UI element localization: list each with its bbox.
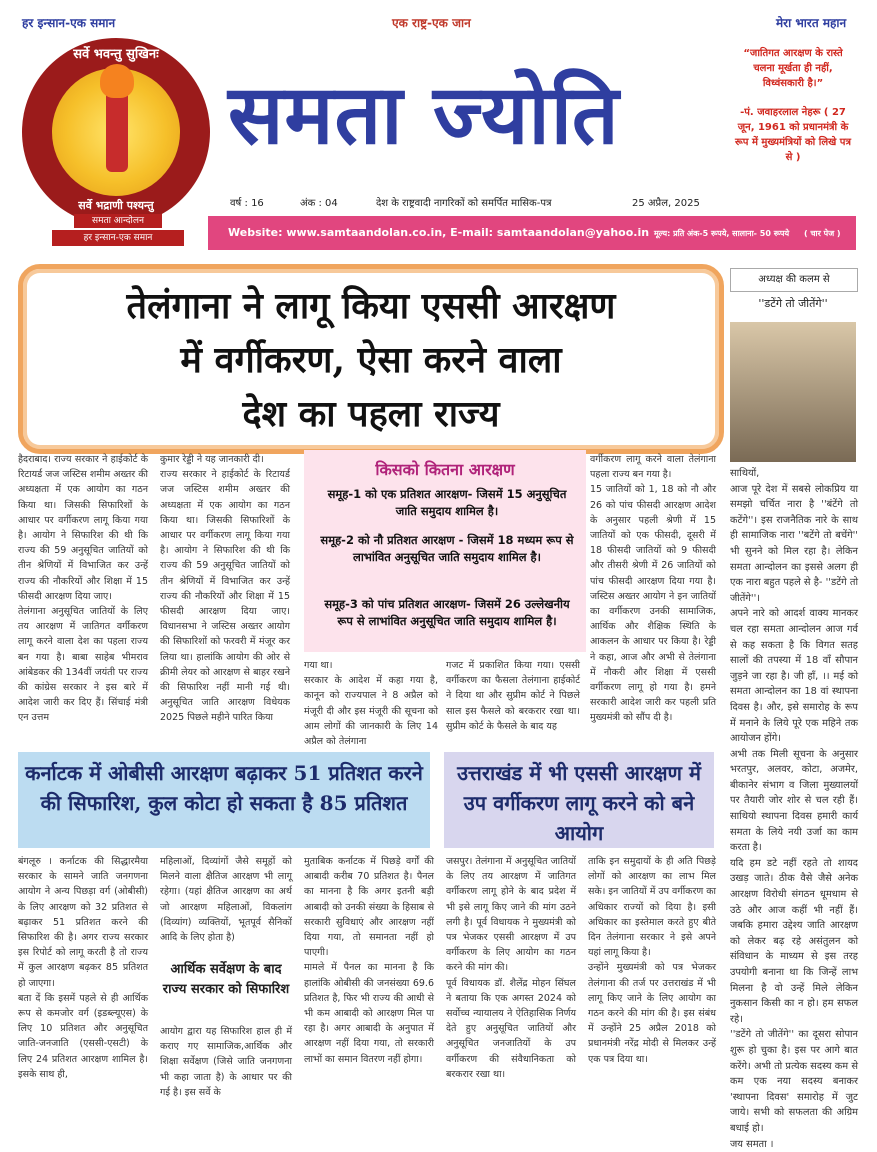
tagline: देश के राष्ट्रवादी नागरिकों को समर्पित मासिक-पत्र [376,198,552,209]
pages-label: ( चार पेज ) [804,229,841,238]
editor-column-title: अध्यक्ष की कलम से [730,268,858,292]
main-headline-box [18,264,724,454]
volume-label: वर्ष : 16 [230,198,264,209]
karnataka-subhead: आर्थिक सर्वेक्षण के बाद राज्य सरकार को सिफारिश [162,962,290,997]
uttarakhand-col1: जसपुर। तेलंगाना में अनुसूचित जातियों के लिए तय आरक्षण में जातिगत वर्गीकरण लागू होने के बाद प्रदेश में भी इसे लागू किए जाने की मांग उठने लगी है। पूर्व विधायक ने मुख्यमंत्री को पत्र भेजकर एससी आरक्षण में उप वर्गीकरण के लिए आयोग का गठन करने की मांग की। पूर्व विधायक डॉ. शैलेंद्र मोहन सिंघल ने बताया कि एक अगस्त 2024 को सर्वोच्च न्यायालय ने ऐतिहासिक निर्णय देते हुए अनुसूचित जातियों और अनुसूचित जनजातियों के उप वर्गीकरण की संवैधानिकता को बरकरार रखा था। [446,856,576,1080]
karnataka-col2b: आयोग द्वारा यह सिफारिश हाल ही में कराए गए सामाजिक,आर्थिक और शिक्षा सर्वेक्षण (जिसे जाति जनगणना भी कहा जाता है) के आधार पर की गई है। इस सर्वे के [160,1026,292,1098]
editor-photo [730,322,856,462]
website-email[interactable]: Website: www.samtaandolan.co.in, E-mail: samtaandolan@yahoo.in [228,226,650,239]
contact-bar [208,216,856,250]
uttarakhand-headline: उत्तराखंड में भी एससी आरक्षण में उप वर्गीकरण लागू करने को बने आयोग [457,761,701,845]
nehru-quote [732,46,854,165]
uttarakhand-col2: ताकि इन समुदायों के ही अति पिछड़े लोगों को आरक्षण का लाभ मिल सके। इन जातियों में उप वर्गीकरण का अधिकार राज्यों को दिया है। इसी अधिकार का इस्तेमाल करते हुए बीते दिन तेलंगाना सरकार ने इसे अपने यहां लागू किया है। उन्होंने मुख्यमंत्री को पत्र भेजकर तेलंगाना की तर्ज पर उत्तराखंड में भी लागू किए जाने के लिए आयोग का गठन करने की मांग की है। इस संबंध में उन्होंने 25 अप्रैल 2018 को प्रधानमंत्री नरेंद्र मोदी से मिलकर उन्हें एक पत्र दिया था। [588,856,716,1065]
article1-col5: वर्गीकरण लागू करने वाला तेलंगाना पहला राज्य बन गया है। 15 जातियों को 1, 18 को नौ और 26 को पांच फीसदी आरक्षण आदेश के अनुसार पहली श्रेणी में 15 जातियों को एक फीसदी, दूसरी में 18 फीसदी जातियों को 9 फीसदी और तीसरी श्रेणी में 26 जातियों को पांच फीसदी आरक्षण दिया गया है। जस्टिस अख्तर आयोग ने इन जातियों का वर्गीकरण उनकी सामाजिक, आर्थिक और शैक्षिक स्थिति के आकलन के आधार पर किया है। रेड्डी ने कहा, आज और अभी से तेलंगाना में नौकरी और शिक्षा में एससी वर्गीकरण लागू हो गया है। हमने सरकारी आदेश जारी कर पहली प्रति मुख्यमंत्री को सौंप दी है। [590,454,716,724]
price-label: मूल्य: प्रति अंक-5 रूपये, सालाना- 50 रूपये [654,229,790,238]
logo-ring-top: सर्वे भवन्तु सुखिनः [73,47,159,62]
karnataka-col2: महिलाओं, दिव्यांगों जैसे समूहों को मिलने वाला क्षैतिज आरक्षण भी लागू रहेगा। (यहां क्षैतिज आरक्षण का अर्थ जो आरक्षण महिलाओं, विकलांग (दिव्यांग) व्यक्तियों, भूतपूर्व सैनिकों आदि के लिए होता है) [160,856,292,944]
quote-text: “जातिगत आरक्षण के रास्ते चलना मूर्खता ही नहीं, विध्वंसकारी है।” [743,48,843,89]
logo-tagline: हर इन्सान-एक समान [52,230,184,246]
uttarakhand-headline-box [444,752,714,848]
article1-col2: कुमार रेड्डी ने यह जानकारी दी। राज्य सरकार ने हाईकोर्ट के रिटायर्ड जज जस्टिस शमीम अख्तर की अध्यक्षता में एक आयोग का गठन किया था। जिसकी सिफारिशों के आधार पर वर्गीकरण लागू किया गया है। आयोग ने सिफारिश की थी कि राज्य की 59 अनुसूचित जातियों को तीन श्रेणियों में विभाजित कर उन्हें राज्य की नौकरियों और शिक्षा में 15 फीसदी आरक्षण दिया जाए। विधानसभा ने जस्टिस अख्तर आयोग की सिफारिशों को फरवरी में मंजूर कर लिया था। हालांकि आयोग की ओर से क्रीमी लेयर को आरक्षण से बाहर रखने की सिफारिश नहीं मानी गई थी। अनुसूचित जाति आरक्षण विधेयक 2025 पिछले महीने पारित किया [160,454,290,724]
samta-logo [22,38,212,248]
karnataka-col3: मुताबिक कर्नाटक में पिछड़े वर्गों की आबादी करीब 70 प्रतिशत है। पैनल का मानना है कि अगर इतनी बड़ी आबादी को उनकी संख्या के हिसाब से सरकारी सुविधाएं और आरक्षण नहीं दिया गया, तो समानता नहीं हो पाएगी। मामले में पैनल का मानना है कि हालांकि ओबीसी की जनसंख्या 69.6 प्रतिशत है, फिर भी राज्य की आधी से भी कम आबादी को आरक्षण मिल पा रहा है। अगर आबादी के अनुपात में आरक्षण नहीं दिया गया, तो सरकारी लाभों का समान वितरण नहीं होगा। [304,856,434,1065]
editor-column-subtitle: ''डटेंगे तो जीतेंगे'' [758,297,828,310]
group-1: समूह-1 को एक प्रतिशत आरक्षण- जिसमें 15 अनुसूचित जाति समुदाय शामिल है। [327,487,567,518]
headline-line-3: देश का पहला राज्य [242,393,500,435]
quote-author: -पं. जवाहरलाल नेहरू ( 27 जून, 1961 को प्रधानमंत्री के रूप में मुख्यमंत्रियों को लिखे पत्र से ) [735,107,851,163]
article1-col4: गजट में प्रकाशित किया गया। एससी वर्गीकरण का फैसला तेलंगाना हाईकोर्ट ने दिया था और सुप्रीम कोर्ट ने पिछले साल इस फैसले को बरकरार रखा था। सुप्रीम कोर्ट के फैसले के बाद यह [446,660,580,732]
top-center-slogan: एक राष्ट्र-एक जान [392,16,471,30]
top-right-slogan: मेरा भारत महान [776,16,847,30]
karnataka-headline-box [18,752,430,848]
group-2: समूह-2 को नौ प्रतिशत आरक्षण - जिसमें 18 मध्यम रूप से लाभांवित अनुसूचित जाति समुदाय शामिल है। [320,533,574,564]
reservation-breakdown-box [304,450,586,652]
box-title: किसको कितना आरक्षण [375,460,515,479]
karnataka-headline: कर्नाटक में ओबीसी आरक्षण बढ़ाकर 51 प्रतिशत करने की सिफारिश, कुल कोटा हो सकता है 85 प्रतिशत [25,761,423,815]
torch-icon [106,88,128,172]
article1-col1: हैदराबाद। राज्य सरकार ने हाईकोर्ट के रिटायर्ड जज जस्टिस शमीम अख्तर की अध्यक्षता में एक आयोग का गठन किया था। जिसकी सिफारिशों के आधार पर वर्गीकरण लागू किया गया है। आयोग ने सिफारिश की थी कि राज्य की 59 अनुसूचित जातियों को तीन श्रेणियों में विभाजित कर उन्हें राज्य की नौकरियों और शिक्षा में 15 फीसदी आरक्षण दिया जाए। तेलंगाना अनुसूचित जातियों के लिए तय आरक्षण में जातिगत वर्गीकरण लागू करने वाला देश का पहला राज्य बन गया है। बाबा साहेब भीमराव आंबेडकर की 134वीं जयंती पर राज्य की कांग्रेस सरकार ने इस बारे में आदेश जारी कर दिए हैं। सिंचाई मंत्री एन उत्तम [18,454,148,724]
karnataka-col1: बंगलूरु । कर्नाटक की सिद्धारमैया सरकार के सामने जाति जनगणना आयोग ने अन्य पिछड़ा वर्ग (ओबीसी) के लिए आरक्षण को 32 प्रतिशत से बढ़ाकर 51 प्रतिशत करने की सिफारिश की है। अगर राज्य सरकार इस रिपोर्ट को लागू करती है तो राज्य में कुल आरक्षण बढ़कर 85 प्रतिशत हो जाएगा। बता दें कि इसमें पहले से ही आर्थिक रूप से कमजोर वर्ग (इडब्ल्यूएस) के लिए 10 प्रतिशत और अनुसूचित जाति-जनजाति (एससी-एसटी) के लिए 24 प्रतिशत आरक्षण शामिल है। इसके साथ ही, [18,856,148,1080]
issue-label: अंक : 04 [300,198,338,209]
article1-col3: गया था। सरकार के आदेश में कहा गया है, कानून को राज्यपाल ने 8 अप्रैल को मंजूरी दी और इस मंजूरी की सूचना को आम लोगों की जानकारी के लिए 14 अप्रैल को तेलंगाना [304,660,438,748]
top-left-slogan: हर इन्सान-एक समान [22,16,116,30]
headline-line-2: में वर्गीकरण, ऐसा करने वाला [180,339,562,381]
editor-column-text: साथियों, आज पूरे देश में सबसे लोकप्रिय या समझो चर्चित नारा है ''बंटेंगे तो कटेंगे''। इस राजनैतिक नारे के साथ ही सामाजिक नारा ''बटेंगे तो बचेंगे'' भी सुनने को मिल रहा है। लेकिन समता आन्दोलन का इससे अलग ही एक नारा बहुत पहले से है- ''डटेंगे तो जीतेंगे''। अपने नारे को आदर्श वाक्य मानकर चल रहा समता आन्दोलन आज गर्व से कह सकता है कि विगत सतह सालों की तपस्या में 18 वाँ सौपान जुड़ने जा रहा है। जी हाँ, ।। मई को समता आन्दोलन का 18 वां स्थापना दिवस है। और, इसे समारोह के रूप में मनाने के लिये पूरे एक महिने तक आयोजन होंगे। अभी तक मिली सूचना के अनुसार भरतपुर, अलवर, कोटा, अजमेर, बीकानेर संभाग व जिला मुख्यालयों पर तैयारी जोर शोर से चल रही हैं। साथियो स्थापना दिवस हमारी कार्य समता के लिये नयी उर्जा का काम करता है। यदि हम डटे नहीं रहते तो शायद उखड़ जाते। ठीक वैसे जैसे अनेक आरक्षण विरोधी संगठन धूमधाम से उठे और आज कहीं भी नहीं हैं। जबकि हमारा उद्देश्य जाति आरक्षण को लेकर बढ़ रहे असंतुलन को संविधान के माध्यम से इस तरह उपयोगी बनाना था कि जिन्हें लाभ मिलना है वो उन्हें मिले लेकिन नुकसान किसी का न हो। हम सफल रहे। ''डटेंगे तो जीतेंगे'' का दूसरा सोपान शुरू हो चुका है। इस पर आगे बात करेंगे। अभी तो प्रत्येक सदस्य कम से कम एक नया सदस्य बनाकर 'स्थापना दिवस' समारोह में जुट जाये। सभी को सफलता की अग्रिम बधाई हो। जय समता । [730,468,858,1150]
masthead-title: समता ज्योति [228,67,620,163]
logo-ring-bottom: सर्वे भद्राणी पश्यन्तु [78,199,154,212]
flame-icon [100,64,134,98]
group-3: समूह-3 को पांच प्रतिशत आरक्षण- जिसमें 26 उल्लेखनीय रूप से लाभांवित अनुसूचित जाति समुदाय शामिल है। [324,597,570,628]
headline-line-1: तेलंगाना ने लागू किया एससी आरक्षण [126,285,616,327]
logo-label: समता आन्दोलन [74,214,162,228]
issue-date: 25 अप्रैल, 2025 [632,198,700,209]
